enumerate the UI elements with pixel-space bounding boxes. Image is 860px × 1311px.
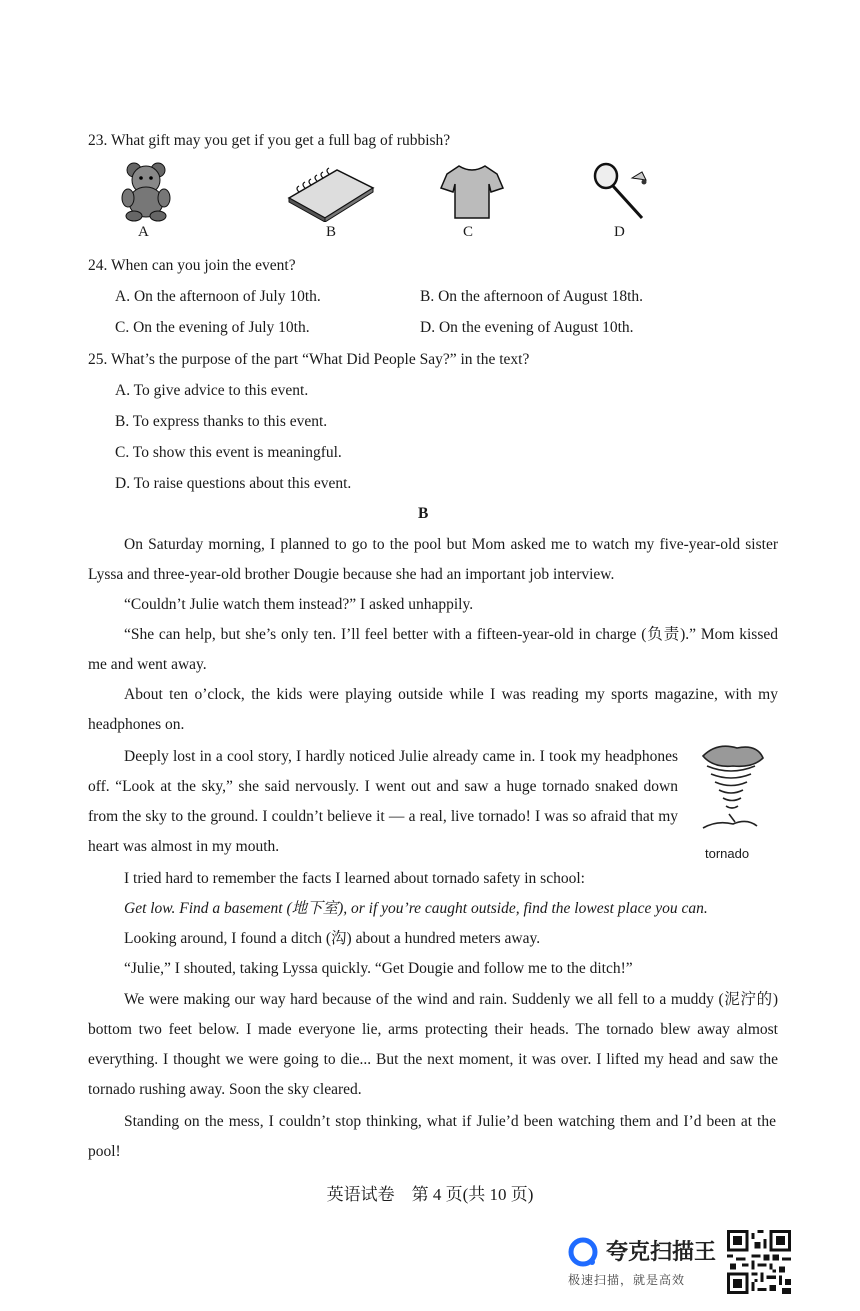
quark-logo-icon (568, 1237, 598, 1267)
tornado-icon (693, 742, 771, 840)
q25-option-d: D. To raise questions about this event. (115, 475, 352, 492)
paragraph: “Couldn’t Julie watch them instead?” I asked unhappily. (124, 596, 474, 613)
question-23: 23. What gift may you get if you get a full bag of rubbish? (88, 132, 451, 149)
q24-option-c: C. On the evening of July 10th. (115, 319, 310, 336)
question-24: 24. When can you join the event? (88, 257, 296, 274)
section-heading: B (418, 505, 429, 522)
page-footer: 英语试卷 第 4 页(共 10 页) (326, 1185, 534, 1204)
qr-code-icon (727, 1230, 791, 1294)
paragraph: Standing on the mess, I couldn’t stop thinking, what if Julie’d been watching them and I’d been at the pool! (88, 1113, 776, 1160)
paragraph: “She can help, but she’s only ten. I’ll feel better with a fifteen-year-old in charge (负责).” Mom kissed me and went away. (88, 626, 778, 673)
option-label-d: D (614, 224, 625, 240)
watermark-slogan: 极速扫描，就是高效 (568, 1273, 686, 1287)
paragraph: Get low. Find a basement (地下室), or if you’re caught outside, find the lowest place you can. (124, 900, 708, 917)
q25-option-b: B. To express thanks to this event. (115, 413, 328, 430)
tornado-caption: tornado (705, 846, 750, 861)
paragraph: We were making our way hard because of the wind and rain. Suddenly we all fell to a muddy (泥泞的) bottom two feet below. I made everyone lie, arms protecting their heads. The tornado blew away almost everything. I thought we were going to die... But the next moment, it was over. I lifted my head and saw the tornado rushing away. Soon the sky cleared. (88, 991, 778, 1098)
watermark-brand: 夸克扫描王 (606, 1240, 717, 1265)
option-label-a: A (138, 224, 149, 240)
teddy-bear-icon (112, 160, 182, 222)
paragraph: I tried hard to remember the facts I learned about tornado safety in school: (124, 870, 585, 887)
q24-option-b: B. On the afternoon of August 18th. (420, 288, 644, 305)
paragraph: About ten o’clock, the kids were playing outside while I was reading my sports magazine, with my headphones on. (88, 686, 778, 733)
paragraph: Looking around, I found a ditch (沟) about a hundred meters away. (124, 930, 541, 947)
t-shirt-icon (437, 160, 507, 222)
q25-option-c: C. To show this event is meaningful. (115, 444, 342, 461)
option-label-c: C (463, 224, 474, 240)
q24-option-d: D. On the evening of August 10th. (420, 319, 634, 336)
question-25: 25. What’s the purpose of the part “What Did People Say?” in the text? (88, 351, 530, 368)
q25-option-a: A. To give advice to this event. (115, 382, 309, 399)
paragraph: Deeply lost in a cool story, I hardly noticed Julie already came in. I took my headphones off. “Look at the sky,” she said nervously. I went out and saw a huge tornado snaked down from the sky to the ground. I couldn’t believe it — a real, live tornado! I was so afraid that my heart was almost in my mouth. (88, 748, 678, 855)
badminton-racket-icon (588, 160, 658, 222)
notebook-icon (285, 160, 377, 222)
paragraph: On Saturday morning, I planned to go to the pool but Mom asked me to watch my five-year-old sister Lyssa and three-year-old brother Dougie because she had an important job interview. (88, 536, 778, 583)
q24-option-a: A. On the afternoon of July 10th. (115, 288, 321, 305)
paragraph: “Julie,” I shouted, taking Lyssa quickly. “Get Dougie and follow me to the ditch!” (124, 960, 633, 977)
option-label-b: B (326, 224, 337, 240)
